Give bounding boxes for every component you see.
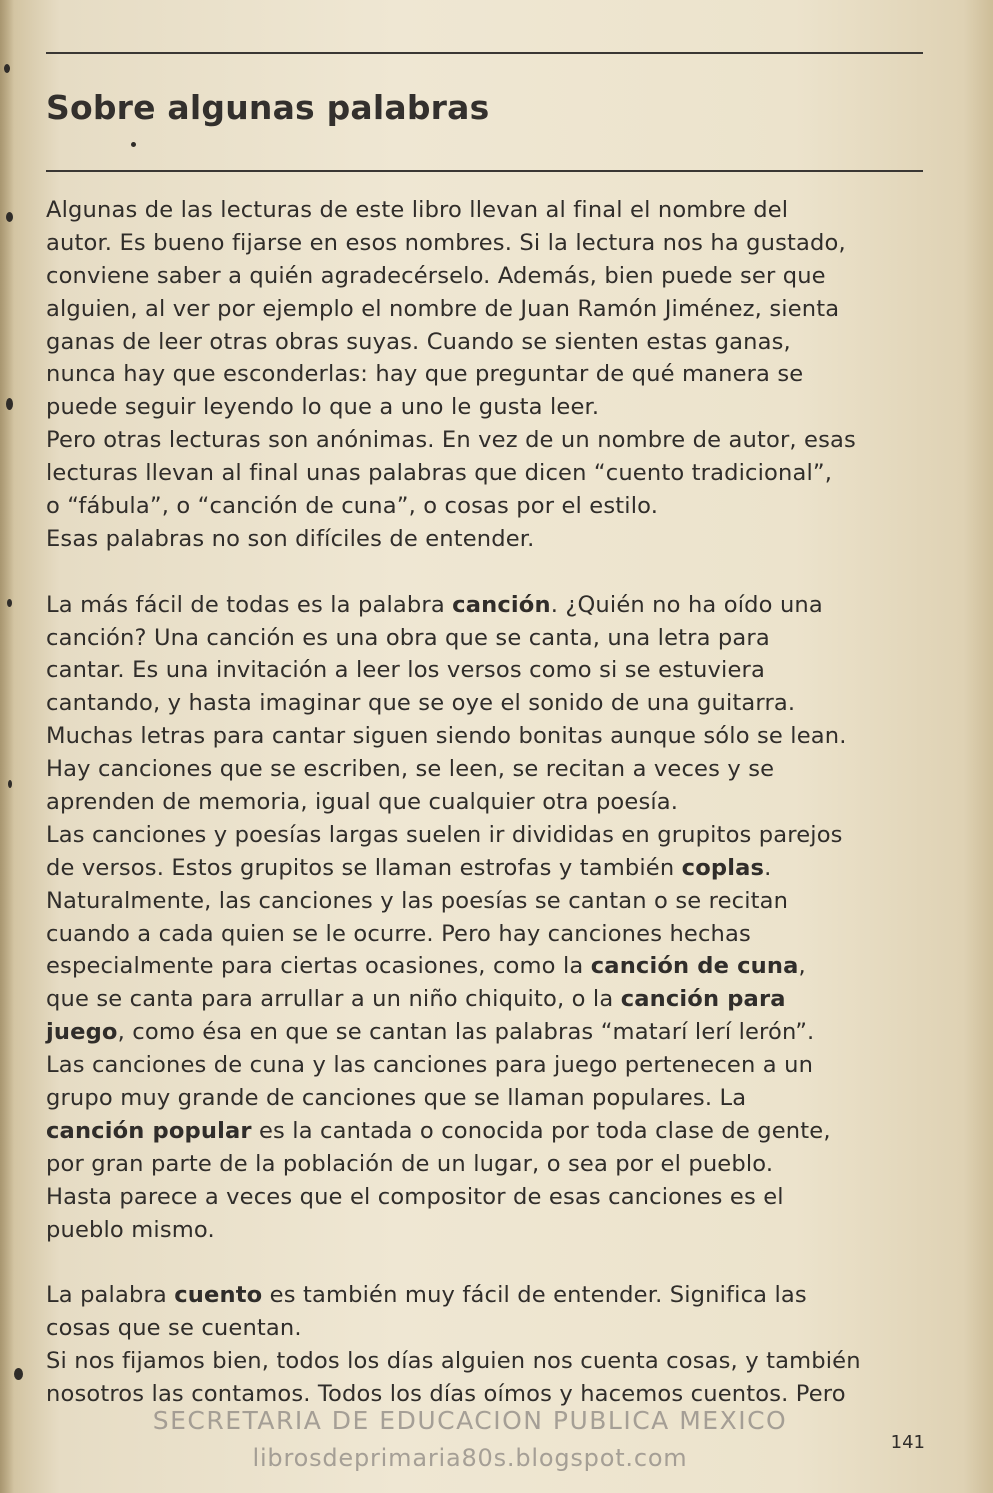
text-run: cantar. Es una invitación a leer los versos como si se estuviera — [46, 657, 765, 684]
text-line — [46, 852, 926, 885]
text-line — [46, 523, 926, 556]
text-run: puede seguir leyendo lo que a uno le gusta leer. — [46, 394, 600, 421]
text-line — [46, 1049, 926, 1082]
text-line — [46, 391, 926, 424]
text-run: que se canta para arrullar a un niño chiquito, o la — [46, 986, 621, 1013]
text-line — [46, 1214, 926, 1247]
text-line — [46, 687, 926, 720]
text-run: Hasta parece a veces que el compositor de esas canciones es el — [46, 1183, 784, 1210]
text-run: cuando a cada quien se le ocurre. Pero hay canciones hechas — [46, 920, 751, 947]
text-run: Las canciones de cuna y las canciones para juego pertenecen a un — [46, 1052, 814, 1079]
text-line — [46, 293, 926, 326]
text-line — [46, 786, 926, 819]
text-run: nunca hay que esconderlas: hay que preguntar de qué manera se — [46, 361, 804, 388]
text-run: o “fábula”, o “canción de cuna”, o cosas por el estilo. — [46, 493, 659, 520]
binding-mark — [8, 780, 12, 788]
binding-mark — [6, 398, 13, 410]
bold-term: cuento — [174, 1282, 263, 1309]
bold-term: juego — [46, 1019, 118, 1046]
bold-term: canción de cuna — [590, 953, 799, 980]
text-run: Las canciones y poesías largas suelen ir divididas en grupitos parejos — [46, 821, 843, 848]
text-line — [46, 753, 926, 786]
text-line — [46, 720, 926, 753]
text-run: . — [764, 854, 772, 881]
text-line — [46, 819, 926, 852]
page-title: Sobre algunas palabras — [46, 88, 490, 127]
text-run: cosas que se cuentan. — [46, 1315, 302, 1342]
print-speck — [131, 142, 136, 147]
page-spine-shadow — [0, 0, 14, 1493]
text-line — [46, 622, 926, 655]
text-line — [46, 1148, 926, 1181]
text-line — [46, 654, 926, 687]
page-number: 141 — [890, 1432, 925, 1453]
text-run: La palabra — [46, 1282, 175, 1309]
text-run: Naturalmente, las canciones y las poesías se cantan o se recitan — [46, 887, 789, 914]
text-run: cantando, y hasta imaginar que se oye el sonido de una guitarra. — [46, 690, 796, 717]
binding-mark — [14, 1368, 23, 1380]
binding-mark — [7, 599, 12, 607]
text-run: nosotros las contamos. Todos los días oímos y hacemos cuentos. Pero — [46, 1381, 846, 1408]
bold-term: canción — [452, 591, 551, 618]
text-run: grupo muy grande de canciones que se llaman populares. La — [46, 1085, 747, 1112]
text-run: lecturas llevan al final unas palabras que dicen “cuento tradicional”, — [46, 460, 833, 487]
text-line — [46, 1082, 926, 1115]
text-line — [46, 260, 926, 293]
top-rule — [46, 52, 923, 54]
text-line — [46, 1115, 926, 1148]
text-line — [46, 194, 926, 227]
text-run: es la cantada o conocida por toda clase de gente, — [251, 1117, 831, 1144]
text-line — [46, 950, 926, 983]
paragraph-break — [46, 1247, 926, 1280]
body-text — [46, 194, 926, 1411]
text-line — [46, 457, 926, 490]
watermark-publisher: SECRETARIA DE EDUCACION PUBLICA MEXICO — [152, 1406, 788, 1435]
text-run: La más fácil de todas es la palabra — [46, 591, 453, 618]
text-run: Si nos fijamos bien, todos los días alguien nos cuenta cosas, y también — [46, 1348, 861, 1375]
text-line — [46, 983, 926, 1016]
text-run: ganas de leer otras obras suyas. Cuando se sienten estas ganas, — [46, 328, 791, 355]
text-line — [46, 490, 926, 523]
binding-mark — [6, 212, 13, 222]
text-line — [46, 1016, 926, 1049]
text-run: Pero otras lecturas son anónimas. En vez de un nombre de autor, esas — [46, 427, 856, 454]
text-line — [46, 424, 926, 457]
text-run: especialmente para ciertas ocasiones, como la — [46, 953, 591, 980]
text-run: de versos. Estos grupitos se llaman estrofas y también — [46, 854, 682, 881]
text-line — [46, 589, 926, 622]
paragraph-break — [46, 556, 926, 589]
text-line — [46, 326, 926, 359]
binding-mark — [4, 64, 10, 73]
text-line — [46, 1345, 926, 1378]
text-run: autor. Es bueno fijarse en esos nombres. Si la lectura nos ha gustado, — [46, 229, 846, 256]
title-rule — [46, 170, 923, 172]
text-line — [46, 1279, 926, 1312]
text-run: Esas palabras no son difíciles de entender. — [46, 525, 535, 552]
text-run: conviene saber a quién agradecérselo. Además, bien puede ser que — [46, 262, 826, 289]
text-run: Hay canciones que se escriben, se leen, se recitan a veces y se — [46, 756, 775, 783]
text-run: . ¿Quién no ha oído una — [550, 591, 823, 618]
text-run: , — [798, 953, 806, 980]
text-run: Muchas letras para cantar siguen siendo bonitas aunque sólo se lean. — [46, 723, 847, 750]
text-line — [46, 885, 926, 918]
text-run: Algunas de las lecturas de este libro llevan al final el nombre del — [46, 197, 789, 223]
bold-term: canción popular — [46, 1117, 252, 1144]
text-run: canción? Una canción es una obra que se canta, una letra para — [46, 624, 770, 651]
bold-term: coplas — [681, 854, 765, 881]
text-line — [46, 918, 926, 951]
text-run: aprenden de memoria, igual que cualquier otra poesía. — [46, 789, 679, 816]
watermark-url: librosdeprimaria80s.blogspot.com — [252, 1444, 688, 1472]
text-run: por gran parte de la población de un lugar, o sea por el pueblo. — [46, 1150, 774, 1177]
text-line — [46, 1312, 926, 1345]
text-line — [46, 1181, 926, 1214]
text-line — [46, 227, 926, 260]
text-run: pueblo mismo. — [46, 1216, 215, 1243]
bold-term: canción para — [620, 986, 786, 1013]
text-run: es también muy fácil de entender. Significa las — [262, 1282, 807, 1309]
text-line — [46, 358, 926, 391]
text-run: alguien, al ver por ejemplo el nombre de Juan Ramón Jiménez, sienta — [46, 295, 840, 322]
text-run: , como ésa en que se cantan las palabras “matarí lerí lerón”. — [117, 1019, 815, 1046]
